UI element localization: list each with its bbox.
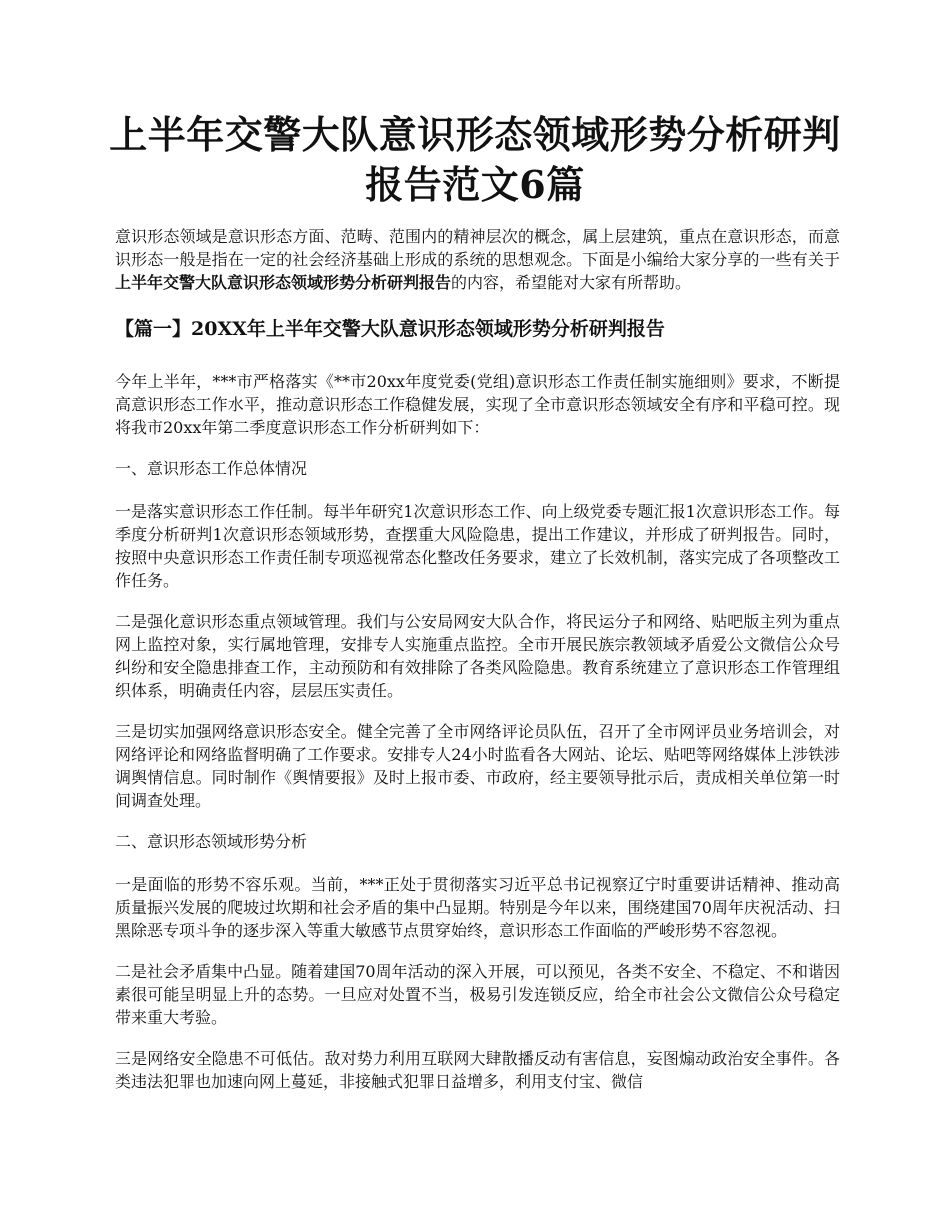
- body-paragraph-3: 二是强化意识形态重点领域管理。我们与公安局网安大队合作，将民运分子和网络、贴吧版主列为重点网上监控对象，实行属地管理，安排专人实施重点监控。全市开展民族宗教领域矛盾爱公文微信公众号纠纷和安全隐患排查工作，主动预防和有效排除了各类风险隐患。教育系统建立了意识形态工作管理组织体系，明确责任内容，层层压实责任。: [115, 612, 840, 700]
- body-paragraph-2: 一是落实意识形态工作任制。每半年研究1次意识形态工作、向上级党委专题汇报1次意识形态工作。每季度分析研判1次意识形态领域形势，查摆重大风险隐患，提出工作建议，并形成了研判报告。同时，按照中央意识形态工作责任制专项巡视常态化整改任务要求，建立了长效机制，落实完成了各项整改工作任务。: [115, 502, 840, 590]
- document-title: 上半年交警大队意识形态领域形势分析研判报告范文6篇: [109, 112, 841, 207]
- body-paragraph-1: 今年上半年，***市严格落实《**市20xx年度党委(党组)意识形态工作责任制实施细则》要求，不断提高意识形态工作水平，推动意识形态工作稳健发展，实现了全市意识形态领域安全有序和平稳可控。现将我市20xx年第二季度意识形态工作分析研判如下：: [115, 372, 840, 437]
- intro-paragraph: [115, 225, 840, 294]
- section-heading: 【篇一】20XX年上半年交警大队意识形态领域形势分析研判报告: [115, 318, 665, 340]
- subheading-1: 一、意识形态工作总体情况: [115, 459, 308, 478]
- intro-bold-topic: 上半年交警大队意识形态领域形势分析研判报告: [115, 273, 452, 292]
- intro-text-end: 的内容，希望能对大家有所帮助。: [451, 273, 692, 292]
- body-paragraph-5: 一是面临的形势不容乐观。当前，***正处于贯彻落实习近平总书记视察辽宁时重要讲话精神、推动高质量振兴发展的爬坡过坎期和社会矛盾的集中凸显期。特别是今年以来，围绕建国70周年庆祝活动、扫黑除恶专项斗争的逐步深入等重大敏感节点贯穿始终，意识形态工作面临的严峻形势不容忽视。: [115, 875, 840, 940]
- subheading-2: 二、意识形态领域形势分析: [115, 832, 308, 851]
- body-paragraph-7: 三是网络安全隐患不可低估。敌对势力利用互联网大肆散播反动有害信息，妄图煽动政治安全事件。各类违法犯罪也加速向网上蔓延，非接触式犯罪日益增多，利用支付宝、微信: [115, 1049, 840, 1091]
- body-paragraph-6: 二是社会矛盾集中凸显。随着建国70周年活动的深入开展，可以预见，各类不安全、不稳定、不和谐因素很可能呈明显上升的态势。一旦应对处置不当，极易引发连锁反应，给全市社会公文微信公众号稳定带来重大考验。: [115, 962, 840, 1027]
- body-paragraph-4: 三是切实加强网络意识形态安全。健全完善了全市网络评论员队伍，召开了全市网评员业务培训会，对网络评论和网络监督明确了工作要求。安排专人24小时监看各大网站、论坛、贴吧等网络媒体上涉铁涉调舆情信息。同时制作《舆情要报》及时上报市委、市政府，经主要领导批示后，责成相关单位第一时间调查处理。: [115, 722, 840, 810]
- document-body: [115, 225, 840, 1111]
- intro-text-start: 意识形态领域是意识形态方面、范畴、范围内的精神层次的概念，属上层建筑，重点在意识形态，而意识形态一般是指在一定的社会经济基础上形成的系统的思想观念。下面是小编给大家分享的一些有关于: [115, 227, 840, 269]
